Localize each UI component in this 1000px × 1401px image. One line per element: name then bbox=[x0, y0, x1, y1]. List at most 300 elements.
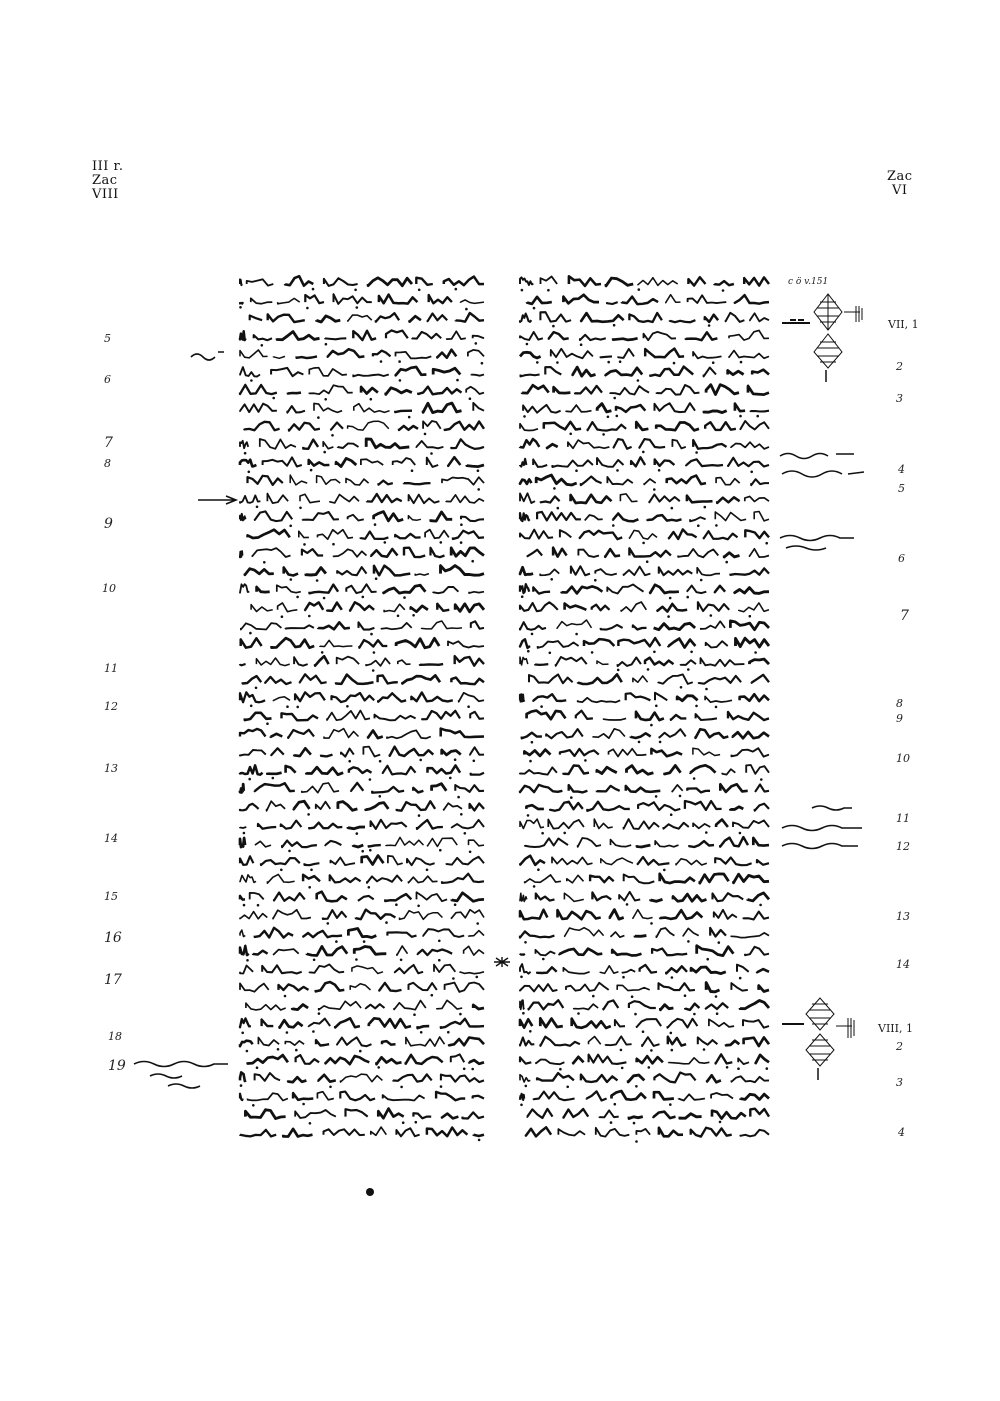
script-diacritic-dot bbox=[463, 1068, 466, 1071]
script-diacritic-dot bbox=[622, 976, 625, 979]
script-word-stroke bbox=[687, 788, 710, 792]
script-diacritic-dot bbox=[359, 1050, 362, 1053]
right-verse-number: VIII, 1 bbox=[878, 1022, 913, 1035]
script-diacritic-dot bbox=[663, 869, 666, 872]
script-word-stroke bbox=[366, 803, 389, 810]
script-diacritic-dot bbox=[679, 795, 682, 798]
script-word-stroke bbox=[673, 894, 707, 901]
left-header-line1: III r. bbox=[92, 159, 124, 174]
script-diacritic-dot bbox=[749, 615, 752, 618]
script-word-stroke bbox=[251, 298, 272, 303]
script-diacritic-dot bbox=[457, 796, 460, 799]
script-word-stroke bbox=[354, 947, 386, 955]
script-word-stroke bbox=[671, 715, 686, 720]
script-word-stroke bbox=[618, 349, 634, 358]
script-word-stroke bbox=[731, 933, 769, 938]
script-word-stroke bbox=[520, 479, 532, 484]
script-diacritic-dot bbox=[280, 869, 283, 872]
script-word-stroke bbox=[338, 802, 358, 811]
script-diacritic-dot bbox=[577, 1012, 580, 1015]
script-diacritic-dot bbox=[400, 1086, 403, 1089]
script-word-stroke bbox=[629, 1117, 643, 1119]
script-word-stroke bbox=[470, 804, 484, 811]
script-word-stroke bbox=[255, 783, 295, 791]
script-diacritic-dot bbox=[369, 778, 372, 781]
script-diacritic-dot bbox=[419, 759, 422, 762]
script-word-stroke bbox=[595, 569, 617, 575]
script-word-stroke bbox=[552, 460, 593, 467]
script-diacritic-dot bbox=[438, 959, 441, 962]
script-word-stroke bbox=[324, 278, 358, 286]
script-word-stroke bbox=[461, 517, 484, 522]
script-word-stroke bbox=[651, 749, 682, 756]
script-diacritic-dot bbox=[646, 560, 649, 563]
script-diacritic-dot bbox=[569, 433, 572, 436]
script-word-stroke bbox=[618, 658, 641, 667]
script-word-stroke bbox=[277, 332, 319, 340]
script-diacritic-dot bbox=[239, 306, 242, 309]
script-diacritic-dot bbox=[527, 814, 530, 817]
script-word-stroke bbox=[715, 512, 746, 521]
script-word-stroke bbox=[529, 1000, 564, 1009]
script-diacritic-dot bbox=[521, 289, 524, 292]
script-word-stroke bbox=[633, 910, 653, 919]
script-diacritic-dot bbox=[418, 289, 421, 292]
script-word-stroke bbox=[362, 856, 384, 865]
script-diacritic-dot bbox=[647, 668, 650, 671]
script-diacritic-dot bbox=[252, 1104, 255, 1107]
script-diacritic-dot bbox=[695, 705, 698, 708]
script-word-stroke bbox=[323, 442, 333, 449]
script-word-stroke bbox=[716, 478, 740, 485]
script-word-stroke bbox=[262, 1020, 274, 1027]
script-word-stroke bbox=[397, 946, 408, 955]
script-word-stroke bbox=[693, 823, 710, 828]
script-diacritic-dot bbox=[290, 578, 293, 581]
script-diacritic-dot bbox=[616, 469, 619, 472]
script-word-stroke bbox=[594, 819, 612, 828]
script-word-stroke bbox=[597, 661, 609, 664]
script-word-stroke bbox=[581, 477, 602, 486]
left-verse-number: 8 bbox=[104, 457, 111, 470]
script-word-stroke bbox=[255, 1073, 280, 1081]
script-word-stroke bbox=[299, 531, 309, 537]
script-diacritic-dot bbox=[760, 778, 763, 781]
script-word-stroke bbox=[374, 566, 410, 576]
script-word-stroke bbox=[568, 440, 610, 448]
script-word-stroke bbox=[348, 421, 389, 430]
script-diacritic-dot bbox=[355, 958, 358, 961]
script-word-stroke bbox=[441, 566, 485, 576]
script-word-stroke bbox=[666, 295, 681, 303]
script-word-stroke bbox=[367, 494, 402, 502]
script-word-stroke bbox=[417, 820, 443, 829]
script-word-stroke bbox=[562, 586, 603, 593]
script-word-stroke bbox=[382, 1041, 396, 1045]
script-word-stroke bbox=[241, 638, 262, 647]
script-word-stroke bbox=[294, 748, 311, 756]
script-word-stroke bbox=[468, 350, 484, 357]
script-word-stroke bbox=[526, 1127, 551, 1136]
script-word-stroke bbox=[274, 893, 305, 901]
script-word-stroke bbox=[411, 693, 452, 702]
script-word-stroke bbox=[573, 1057, 583, 1063]
script-word-stroke bbox=[325, 338, 346, 339]
script-word-stroke bbox=[588, 422, 627, 431]
script-word-stroke bbox=[453, 531, 484, 539]
script-word-stroke bbox=[446, 495, 484, 503]
script-word-stroke bbox=[613, 514, 638, 522]
script-word-stroke bbox=[324, 729, 359, 739]
script-word-stroke bbox=[593, 729, 625, 738]
script-word-stroke bbox=[571, 566, 590, 575]
script-word-stroke bbox=[353, 331, 376, 340]
script-diacritic-dot bbox=[370, 633, 373, 636]
script-word-stroke bbox=[470, 712, 484, 719]
script-diacritic-dot bbox=[522, 1012, 525, 1015]
right-verse-number: 3 bbox=[896, 1076, 903, 1089]
script-word-stroke bbox=[471, 375, 484, 376]
script-word-stroke bbox=[397, 801, 435, 810]
script-word-stroke bbox=[520, 954, 525, 955]
script-word-stroke bbox=[665, 766, 681, 775]
script-word-stroke bbox=[309, 368, 347, 376]
right-verse-number: 11 bbox=[896, 812, 910, 825]
left-verse-number: 14 bbox=[104, 832, 118, 845]
script-word-stroke bbox=[589, 1055, 627, 1064]
script-word-stroke bbox=[523, 405, 561, 413]
margin-asterisk-mark bbox=[490, 955, 514, 969]
script-word-stroke bbox=[418, 387, 461, 395]
script-diacritic-dot bbox=[635, 1085, 638, 1088]
script-word-stroke bbox=[755, 804, 769, 811]
script-word-stroke bbox=[423, 403, 461, 413]
script-diacritic-dot bbox=[408, 416, 411, 419]
script-word-stroke bbox=[290, 475, 307, 485]
script-diacritic-dot bbox=[715, 995, 718, 998]
script-diacritic-dot bbox=[329, 1086, 332, 1089]
script-word-stroke bbox=[520, 694, 525, 701]
script-diacritic-dot bbox=[263, 561, 266, 564]
script-diacritic-dot bbox=[272, 397, 275, 400]
script-diacritic-dot bbox=[669, 597, 672, 600]
script-diacritic-dot bbox=[459, 1013, 462, 1016]
margin-gloss-mark bbox=[130, 1054, 234, 1090]
script-diacritic-dot bbox=[395, 903, 398, 906]
script-diacritic-dot bbox=[249, 632, 252, 635]
script-diacritic-dot bbox=[372, 669, 375, 672]
script-word-stroke bbox=[423, 929, 464, 937]
script-word-stroke bbox=[750, 549, 770, 557]
script-diacritic-dot bbox=[542, 958, 545, 961]
script-word-stroke bbox=[659, 567, 693, 575]
script-diacritic-dot bbox=[693, 777, 696, 780]
script-word-stroke bbox=[626, 693, 651, 700]
script-word-stroke bbox=[600, 1110, 619, 1117]
script-diacritic-dot bbox=[348, 760, 351, 763]
script-word-stroke bbox=[245, 713, 272, 720]
script-diacritic-dot bbox=[524, 941, 527, 944]
script-word-stroke bbox=[470, 747, 484, 754]
script-diacritic-dot bbox=[295, 1049, 298, 1052]
script-word-stroke bbox=[624, 567, 651, 576]
script-word-stroke bbox=[330, 875, 361, 882]
script-word-stroke bbox=[520, 314, 531, 322]
script-diacritic-dot bbox=[469, 397, 472, 400]
script-word-stroke bbox=[240, 514, 246, 520]
script-word-stroke bbox=[286, 625, 314, 628]
script-word-stroke bbox=[548, 820, 584, 829]
script-word-stroke bbox=[328, 349, 365, 357]
script-word-stroke bbox=[589, 1037, 601, 1045]
script-word-stroke bbox=[585, 515, 603, 520]
script-word-stroke bbox=[520, 352, 541, 358]
script-diacritic-dot bbox=[704, 506, 707, 509]
script-word-stroke bbox=[240, 385, 277, 394]
left-verse-number: 13 bbox=[104, 762, 118, 775]
script-diacritic-dot bbox=[299, 507, 302, 510]
script-word-stroke bbox=[396, 638, 439, 647]
fringed-diamond-ornament bbox=[764, 990, 884, 1080]
script-word-stroke bbox=[750, 1109, 769, 1117]
script-word-stroke bbox=[745, 496, 769, 501]
script-diacritic-dot bbox=[523, 415, 526, 418]
script-word-stroke bbox=[756, 785, 770, 792]
script-diacritic-dot bbox=[325, 343, 328, 346]
script-word-stroke bbox=[437, 1000, 462, 1009]
script-word-stroke bbox=[744, 277, 769, 285]
script-word-stroke bbox=[720, 784, 747, 792]
script-word-stroke bbox=[741, 1130, 770, 1137]
script-diacritic-dot bbox=[613, 397, 616, 400]
script-word-stroke bbox=[644, 332, 677, 340]
script-word-stroke bbox=[437, 350, 456, 358]
margin-gloss-mark bbox=[188, 348, 228, 362]
script-word-stroke bbox=[597, 404, 611, 412]
script-word-stroke bbox=[410, 316, 421, 321]
script-word-stroke bbox=[449, 1038, 484, 1046]
script-word-stroke bbox=[376, 313, 399, 322]
script-diacritic-dot bbox=[703, 1048, 706, 1051]
script-diacritic-dot bbox=[469, 851, 472, 854]
script-word-stroke bbox=[520, 459, 526, 467]
script-diacritic-dot bbox=[626, 903, 629, 906]
script-diacritic-dot bbox=[296, 706, 299, 709]
script-word-stroke bbox=[706, 641, 728, 647]
script-diacritic-dot bbox=[354, 289, 357, 292]
script-diacritic-dot bbox=[653, 488, 656, 491]
script-word-stroke bbox=[240, 302, 243, 304]
script-word-stroke bbox=[564, 893, 583, 901]
script-word-stroke bbox=[309, 460, 330, 466]
script-diacritic-dot bbox=[363, 940, 366, 943]
script-word-stroke bbox=[387, 730, 431, 738]
script-word-stroke bbox=[690, 765, 715, 773]
script-word-stroke bbox=[521, 375, 540, 377]
right-top-reference: c ö v.151 bbox=[788, 277, 829, 287]
script-diacritic-dot bbox=[440, 1085, 443, 1088]
script-word-stroke bbox=[520, 332, 543, 340]
script-word-stroke bbox=[243, 676, 262, 683]
script-word-stroke bbox=[240, 930, 245, 936]
script-word-stroke bbox=[394, 1001, 426, 1010]
script-word-stroke bbox=[739, 603, 769, 612]
script-word-stroke bbox=[442, 750, 461, 755]
script-diacritic-dot bbox=[687, 940, 690, 943]
script-word-stroke bbox=[244, 422, 279, 431]
script-word-stroke bbox=[240, 692, 265, 702]
script-word-stroke bbox=[607, 477, 632, 485]
script-diacritic-dot bbox=[638, 288, 641, 291]
script-word-stroke bbox=[536, 894, 555, 901]
script-word-stroke bbox=[678, 549, 718, 557]
script-word-stroke bbox=[316, 1040, 329, 1045]
script-word-stroke bbox=[463, 1112, 485, 1118]
script-word-stroke bbox=[667, 476, 706, 485]
script-word-stroke bbox=[666, 966, 687, 973]
right-verse-number: 6 bbox=[898, 552, 905, 565]
script-diacritic-dot bbox=[633, 1122, 636, 1125]
script-word-stroke bbox=[327, 603, 342, 611]
script-diacritic-dot bbox=[244, 452, 247, 455]
script-word-stroke bbox=[473, 403, 484, 411]
script-diacritic-dot bbox=[715, 706, 718, 709]
script-word-stroke bbox=[633, 625, 647, 629]
script-diacritic-dot bbox=[754, 651, 757, 654]
script-word-stroke bbox=[533, 694, 566, 701]
script-word-stroke bbox=[607, 585, 643, 594]
script-word-stroke bbox=[240, 765, 263, 774]
script-diacritic-dot bbox=[553, 487, 556, 490]
script-word-stroke bbox=[337, 567, 366, 575]
script-word-stroke bbox=[676, 859, 707, 865]
script-word-stroke bbox=[520, 767, 557, 774]
script-word-stroke bbox=[442, 477, 484, 485]
script-word-stroke bbox=[745, 530, 769, 538]
script-diacritic-dot bbox=[670, 813, 673, 816]
script-diacritic-dot bbox=[531, 633, 534, 636]
script-word-stroke bbox=[240, 856, 253, 865]
script-word-stroke bbox=[687, 496, 713, 503]
script-word-stroke bbox=[396, 352, 432, 359]
script-word-stroke bbox=[612, 950, 641, 956]
script-word-stroke bbox=[637, 845, 650, 847]
script-word-stroke bbox=[520, 277, 533, 285]
script-word-stroke bbox=[750, 659, 770, 664]
script-diacritic-dot bbox=[465, 308, 468, 311]
script-word-stroke bbox=[280, 1020, 303, 1027]
script-word-stroke bbox=[541, 277, 558, 285]
script-word-stroke bbox=[271, 734, 283, 737]
script-word-stroke bbox=[685, 1004, 699, 1010]
script-diacritic-dot bbox=[540, 705, 543, 708]
script-word-stroke bbox=[288, 1077, 306, 1082]
script-word-stroke bbox=[614, 439, 632, 449]
script-word-stroke bbox=[700, 874, 729, 883]
script-word-stroke bbox=[451, 678, 484, 685]
script-word-stroke bbox=[400, 911, 443, 920]
script-word-stroke bbox=[284, 568, 298, 576]
script-word-stroke bbox=[240, 350, 268, 358]
script-diacritic-dot bbox=[680, 686, 683, 689]
script-word-stroke bbox=[601, 858, 633, 865]
script-word-stroke bbox=[240, 551, 242, 557]
script-word-stroke bbox=[580, 335, 606, 340]
left-header-line3: VIII bbox=[92, 187, 119, 202]
script-diacritic-dot bbox=[243, 832, 246, 835]
script-word-stroke bbox=[649, 494, 680, 502]
script-word-stroke bbox=[267, 874, 294, 883]
script-diacritic-dot bbox=[642, 542, 645, 545]
script-diacritic-dot bbox=[374, 523, 377, 526]
script-word-stroke bbox=[696, 714, 717, 720]
script-diacritic-dot bbox=[705, 831, 708, 834]
script-word-stroke bbox=[699, 676, 741, 684]
script-word-stroke bbox=[689, 841, 714, 847]
right-verse-number: 2 bbox=[896, 1040, 903, 1053]
script-word-stroke bbox=[538, 641, 579, 648]
script-diacritic-dot bbox=[308, 886, 311, 889]
script-diacritic-dot bbox=[412, 614, 415, 617]
margin-gloss-mark bbox=[776, 800, 874, 854]
script-word-stroke bbox=[686, 332, 718, 340]
script-word-stroke bbox=[597, 767, 617, 773]
script-diacritic-dot bbox=[594, 579, 597, 582]
script-diacritic-dot bbox=[737, 1067, 740, 1070]
script-word-stroke bbox=[368, 731, 383, 739]
script-word-stroke bbox=[705, 422, 736, 430]
script-word-stroke bbox=[537, 512, 581, 521]
script-word-stroke bbox=[324, 1129, 365, 1135]
script-diacritic-dot bbox=[460, 523, 463, 526]
script-word-stroke bbox=[520, 785, 562, 792]
script-diacritic-dot bbox=[255, 687, 258, 690]
script-word-stroke bbox=[451, 439, 484, 449]
script-word-stroke bbox=[464, 946, 484, 955]
script-word-stroke bbox=[428, 765, 461, 773]
script-diacritic-dot bbox=[686, 596, 689, 599]
script-word-stroke bbox=[240, 367, 260, 376]
script-word-stroke bbox=[624, 875, 655, 884]
script-word-stroke bbox=[731, 983, 747, 991]
script-word-stroke bbox=[668, 1019, 698, 1028]
script-word-stroke bbox=[669, 529, 697, 539]
script-diacritic-dot bbox=[313, 959, 316, 962]
script-diacritic-dot bbox=[563, 832, 566, 835]
script-diacritic-dot bbox=[307, 813, 310, 816]
script-diacritic-dot bbox=[650, 922, 653, 925]
script-word-stroke bbox=[651, 899, 663, 901]
script-word-stroke bbox=[636, 422, 648, 430]
script-diacritic-dot bbox=[460, 813, 463, 816]
script-word-stroke bbox=[318, 530, 354, 540]
script-word-stroke bbox=[537, 967, 557, 973]
script-diacritic-dot bbox=[700, 579, 703, 582]
script-word-stroke bbox=[441, 729, 484, 738]
script-word-stroke bbox=[722, 769, 735, 774]
script-word-stroke bbox=[393, 458, 416, 465]
script-word-stroke bbox=[399, 426, 418, 430]
script-word-stroke bbox=[735, 588, 769, 594]
script-diacritic-dot bbox=[369, 849, 372, 852]
script-word-stroke bbox=[469, 840, 485, 846]
script-diacritic-dot bbox=[385, 921, 388, 924]
script-diacritic-dot bbox=[452, 977, 455, 980]
script-diacritic-dot bbox=[399, 379, 402, 382]
script-diacritic-dot bbox=[454, 758, 457, 761]
script-word-stroke bbox=[334, 294, 372, 304]
script-diacritic-dot bbox=[286, 705, 289, 708]
